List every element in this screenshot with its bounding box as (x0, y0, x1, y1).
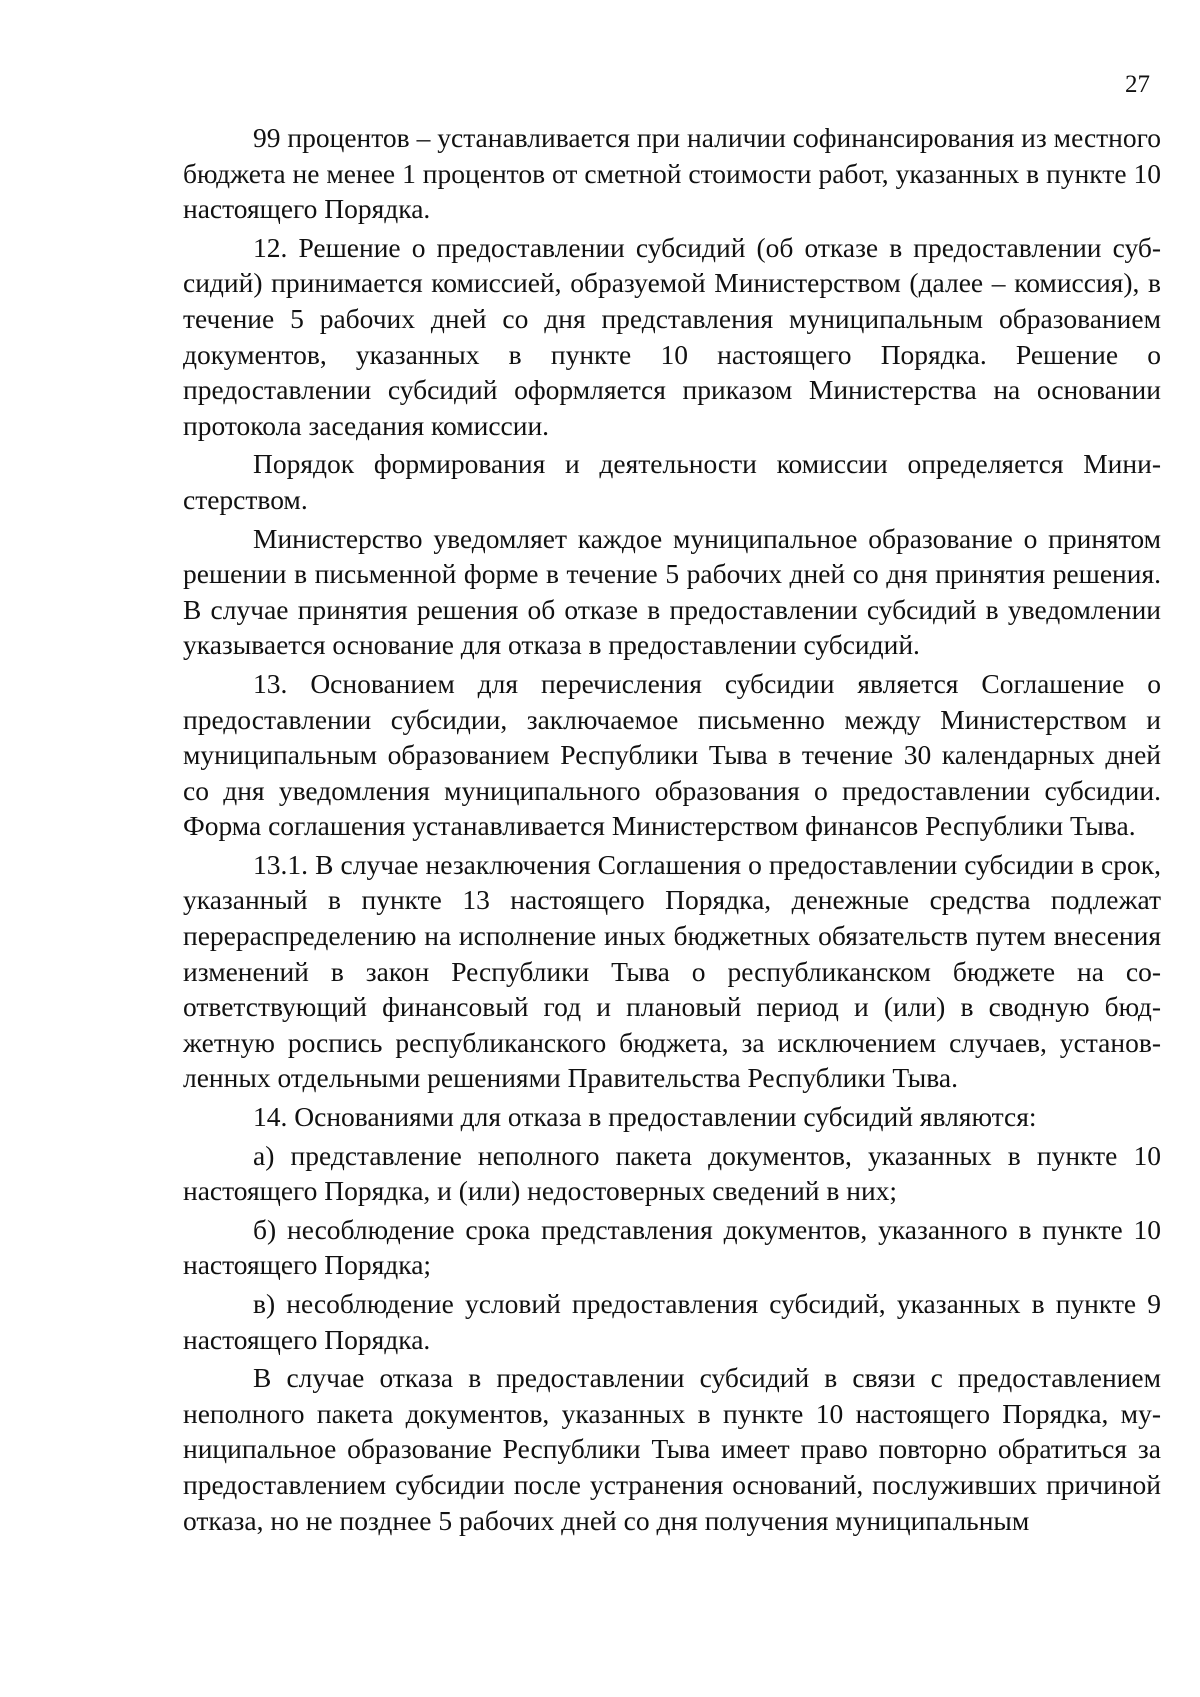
paragraph-item-14-a: а) представление неполного пакета документов, указанных в пункте 10 настоящего Порядка, и (или) недостоверных сведений в них; (183, 1139, 1161, 1207)
page-number: 27 (1125, 71, 1150, 98)
paragraph-refusal-resubmission: В случае отказа в предоставлении субсидий в связи с предоставлением неполного пакета документов, указанных в пункте 10 настоящего Порядка, муниципальное образование Республики Тыва имеет право повторно обратиться за предоставлением субсидии после устранения оснований, послуживших причиной отказа, но не позднее 5 рабочих дней со дня получения муниципальным (183, 1362, 1161, 1536)
paragraph-item-12: 12. Решение о предоставлении субсидий (об отказе в предоставлении субсидий) принимается комиссией, образуемой Министерством (далее – комиссия), в течение 5 рабочих дней со дня представления муниципальным образованием документов, указанных в пункте 10 настоящего Порядка. Решение о предоставлении субсидий оформляется приказом Министерства на основании протокола заседания комиссии. (183, 231, 1161, 441)
paragraph-item-14: 14. Основаниями для отказа в предоставлении субсидий являются: (253, 1101, 1037, 1133)
paragraph-item-13: 13. Основанием для перечисления субсидии является Соглашение о предоставлении субсидии, заключаемое письменно между Министерством и муниципальным образованием Республики Тыва в течение 30 календарных дней со дня уведомления муниципального образования о предоставлении субсидии. Форма соглашения устанавливается Министерством финансов Республики Тыва. (183, 667, 1161, 842)
paragraph-item-14-b: б) несоблюдение срока представления документов, указанного в пункте 10 настоящего Порядка; (183, 1213, 1161, 1281)
paragraph-item-14-v: в) несоблюдение условий предоставления субсидий, указанных в пункте 9 настоящего Порядка. (183, 1288, 1161, 1355)
paragraph-commission-procedure: Порядок формирования и деятельности комиссии определяется Министерством. (183, 448, 1161, 515)
paragraph-item-13-1: 13.1. В случае незаключения Соглашения о предоставлении субсидии в срок, указанный в пункте 13 настоящего Порядка, денежные средства подлежат перераспределению на исполнение иных бюджетных обязательств путем внесения изменений в закон Республики Тыва о республиканском бюджете на соответствующий финансовый год и плановый период и (или) в сводную бюджетную роспись республиканского бюджета, за исключением случаев, установленных отдельными решениями Правительства Республики Тыва. (183, 848, 1161, 1094)
paragraph-ministry-notification: Министерство уведомляет каждое муниципальное образование о принятом решении в письменной форме в течение 5 рабочих дней со дня принятия решения. В случае принятия решения об отказе в предоставлении субсидий в уведомлении указывается основание для отказа в предоставлении субсидий. (183, 522, 1161, 661)
document-body (183, 120, 1161, 1541)
paragraph-99-percent: 99 процентов – устанавливается при наличии софинансирования из местного бюджета не менее 1 процентов от сметной стоимости работ, указанных в пункте 10 настоящего Порядка. (183, 122, 1161, 225)
